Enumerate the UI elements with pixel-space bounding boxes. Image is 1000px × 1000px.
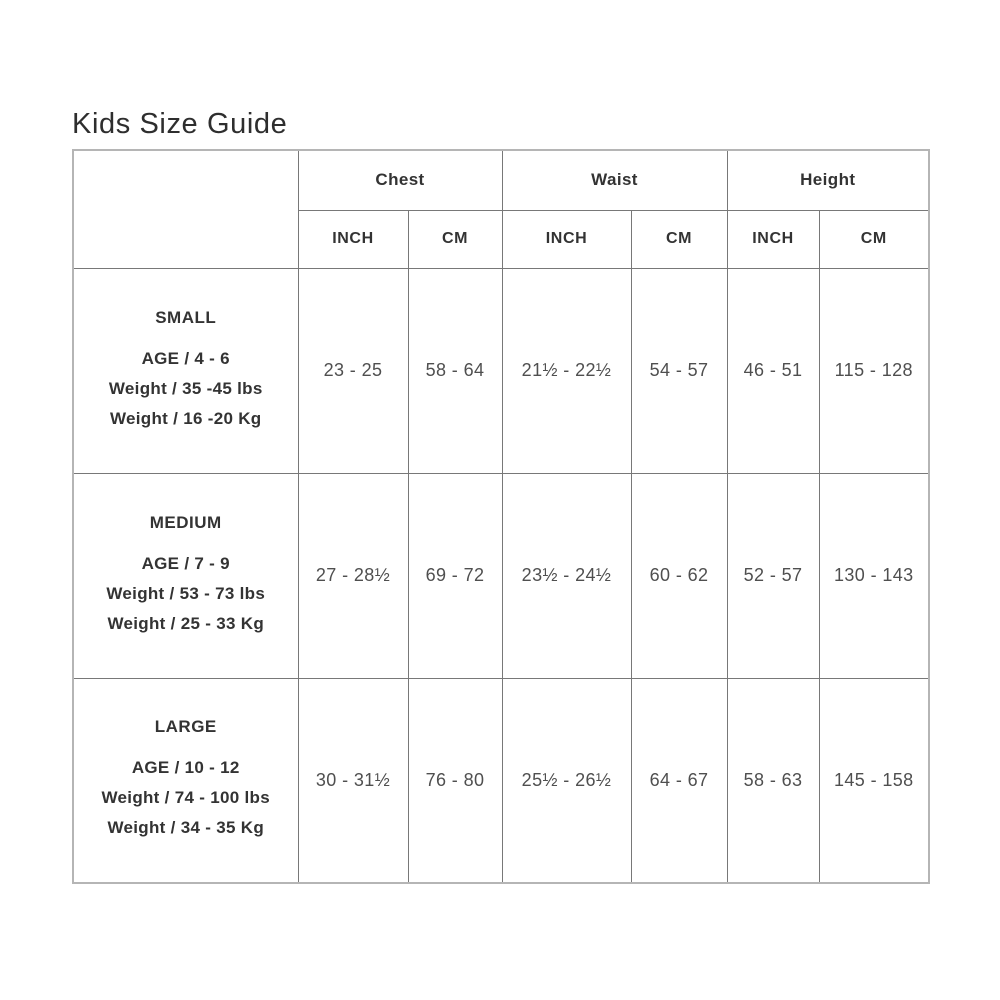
group-header-row [73,150,929,210]
table-row-small [73,268,929,473]
size-label-cell [73,473,298,678]
page-title: Kids Size Guide [72,108,288,140]
size-name: MEDIUM [149,512,222,532]
weight-kg-label: Weight / 16 -20 Kg [109,408,262,428]
cell-height-inch: 46 - 51 [727,268,819,473]
corner-cell [73,150,298,268]
table-row-large [73,678,929,883]
cell-chest-inch: 27 - 28½ [298,473,408,678]
age-label: AGE / 4 - 6 [141,348,230,368]
cell-height-cm: 130 - 143 [819,473,929,678]
unit-header-height-inch: INCH [727,210,819,268]
size-name: SMALL [155,307,217,327]
column-group-header-height: Height [727,150,929,210]
cell-waist-inch: 25½ - 26½ [502,678,631,883]
cell-height-inch: 58 - 63 [727,678,819,883]
unit-header-chest-cm: CM [408,210,502,268]
cell-waist-cm: 64 - 67 [631,678,727,883]
size-label-cell [73,268,298,473]
cell-height-cm: 115 - 128 [819,268,929,473]
column-group-header-chest: Chest [298,150,502,210]
cell-waist-inch: 23½ - 24½ [502,473,631,678]
table-row-medium [73,473,929,678]
weight-lbs-label: Weight / 53 - 73 lbs [106,583,266,603]
weight-lbs-label: Weight / 74 - 100 lbs [101,788,270,808]
cell-height-inch: 52 - 57 [727,473,819,678]
unit-header-waist-inch: INCH [502,210,631,268]
size-label-cell [73,678,298,883]
cell-height-cm: 145 - 158 [819,678,929,883]
age-label: AGE / 10 - 12 [131,758,240,778]
kids-size-guide-table [72,149,930,884]
cell-waist-cm: 60 - 62 [631,473,727,678]
unit-header-waist-cm: CM [631,210,727,268]
weight-lbs-label: Weight / 35 -45 lbs [108,378,263,398]
column-group-header-waist: Waist [502,150,727,210]
cell-chest-inch: 23 - 25 [298,268,408,473]
size-name: LARGE [154,717,217,737]
cell-chest-cm: 58 - 64 [408,268,502,473]
unit-header-height-cm: CM [819,210,929,268]
cell-waist-cm: 54 - 57 [631,268,727,473]
weight-kg-label: Weight / 25 - 33 Kg [107,613,265,633]
cell-waist-inch: 21½ - 22½ [502,268,631,473]
weight-kg-label: Weight / 34 - 35 Kg [107,818,265,838]
cell-chest-inch: 30 - 31½ [298,678,408,883]
age-label: AGE / 7 - 9 [141,553,230,573]
cell-chest-cm: 69 - 72 [408,473,502,678]
cell-chest-cm: 76 - 80 [408,678,502,883]
unit-header-chest-inch: INCH [298,210,408,268]
